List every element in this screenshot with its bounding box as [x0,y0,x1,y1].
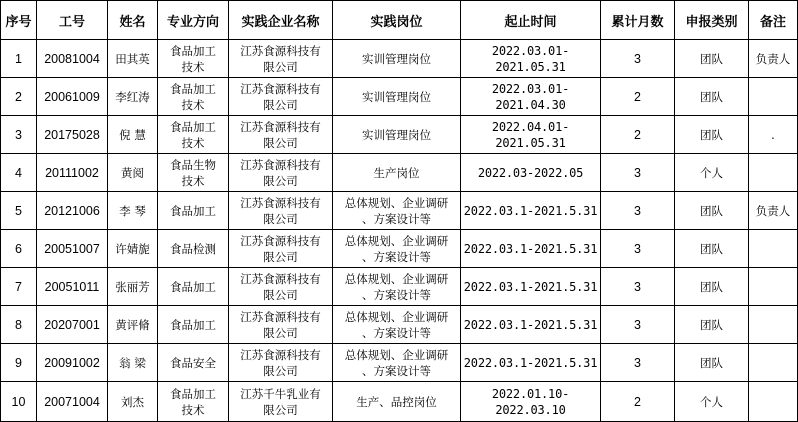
header-id: 工号 [37,1,108,40]
header-row [1,1,798,40]
header-company: 实践企业名称 [229,1,333,40]
header-major: 专业方向 [158,1,229,40]
cell-remark [749,268,798,306]
cell-category: 个人 [675,382,749,422]
cell-period: 2022.03-2022.05 [461,154,601,192]
cell-remark [749,78,798,116]
cell-category: 团队 [675,230,749,268]
header-no: 序号 [1,1,37,40]
cell-id: 20061009 [37,78,108,116]
cell-category: 个人 [675,154,749,192]
cell-position: 实训管理岗位 [333,116,461,154]
cell-id: 20175028 [37,116,108,154]
cell-major: 食品安全 [158,344,229,382]
cell-position: 总体规划、企业调研 、方案设计等 [333,230,461,268]
cell-no: 7 [1,268,37,306]
header-name: 姓名 [108,1,158,40]
cell-position: 总体规划、企业调研 、方案设计等 [333,192,461,230]
header-position: 实践岗位 [333,1,461,40]
cell-months: 2 [601,78,675,116]
cell-category: 团队 [675,344,749,382]
cell-name: 倪 慧 [108,116,158,154]
cell-company: 江苏食源科技有 限公司 [229,192,333,230]
cell-id: 20121006 [37,192,108,230]
cell-major: 食品加工 [158,268,229,306]
cell-position: 生产、品控岗位 [333,382,461,422]
cell-remark: 负责人 [749,40,798,78]
cell-company: 江苏食源科技有 限公司 [229,306,333,344]
cell-remark [749,230,798,268]
table-row [1,40,798,78]
cell-position: 实训管理岗位 [333,78,461,116]
cell-id: 20111002 [37,154,108,192]
cell-major: 食品加工 技术 [158,382,229,422]
cell-remark: 负责人 [749,192,798,230]
cell-position: 生产岗位 [333,154,461,192]
header-category: 申报类别 [675,1,749,40]
cell-no: 2 [1,78,37,116]
cell-no: 8 [1,306,37,344]
cell-period: 2022.01.10- 2022.03.10 [461,382,601,422]
cell-id: 20051007 [37,230,108,268]
cell-category: 团队 [675,192,749,230]
cell-remark [749,382,798,422]
cell-months: 3 [601,268,675,306]
cell-position: 实训管理岗位 [333,40,461,78]
cell-company: 江苏食源科技有 限公司 [229,230,333,268]
cell-category: 团队 [675,268,749,306]
cell-period: 2022.03.1-2021.5.31 [461,192,601,230]
cell-position: 总体规划、企业调研 、方案设计等 [333,344,461,382]
cell-id: 20081004 [37,40,108,78]
cell-category: 团队 [675,116,749,154]
cell-name: 田其英 [108,40,158,78]
cell-name: 许婧旎 [108,230,158,268]
cell-company: 江苏食源科技有 限公司 [229,78,333,116]
cell-months: 3 [601,230,675,268]
table-row [1,116,798,154]
cell-major: 食品加工 [158,192,229,230]
header-remark: 备注 [749,1,798,40]
cell-company: 江苏食源科技有 限公司 [229,268,333,306]
cell-no: 10 [1,382,37,422]
cell-no: 9 [1,344,37,382]
cell-period: 2022.03.1-2021.5.31 [461,306,601,344]
cell-company: 江苏食源科技有 限公司 [229,344,333,382]
cell-no: 6 [1,230,37,268]
header-months: 累计月数 [601,1,675,40]
cell-id: 20207001 [37,306,108,344]
table-row [1,192,798,230]
cell-months: 2 [601,116,675,154]
table-row [1,344,798,382]
cell-remark [749,306,798,344]
cell-period: 2022.04.01- 2021.05.31 [461,116,601,154]
cell-months: 3 [601,306,675,344]
table-row [1,230,798,268]
table-row [1,382,798,422]
cell-name: 张丽芳 [108,268,158,306]
cell-months: 2 [601,382,675,422]
cell-major: 食品加工 技术 [158,116,229,154]
cell-category: 团队 [675,78,749,116]
cell-name: 李 琴 [108,192,158,230]
cell-position: 总体规划、企业调研 、方案设计等 [333,268,461,306]
cell-period: 2022.03.01- 2021.05.31 [461,40,601,78]
cell-id: 20051011 [37,268,108,306]
cell-major: 食品加工 技术 [158,78,229,116]
cell-period: 2022.03.01- 2021.04.30 [461,78,601,116]
cell-company: 江苏食源科技有 限公司 [229,40,333,78]
cell-id: 20091002 [37,344,108,382]
cell-period: 2022.03.1-2021.5.31 [461,268,601,306]
cell-no: 1 [1,40,37,78]
cell-major: 食品加工 [158,306,229,344]
cell-name: 翁 梁 [108,344,158,382]
cell-major: 食品生物 技术 [158,154,229,192]
table-row [1,154,798,192]
header-period: 起止时间 [461,1,601,40]
cell-months: 3 [601,40,675,78]
cell-company: 江苏食源科技有 限公司 [229,154,333,192]
table-row [1,78,798,116]
cell-months: 3 [601,344,675,382]
cell-category: 团队 [675,40,749,78]
cell-remark [749,154,798,192]
cell-no: 3 [1,116,37,154]
cell-name: 黄阅 [108,154,158,192]
cell-major: 食品加工 技术 [158,40,229,78]
cell-remark [749,344,798,382]
cell-no: 4 [1,154,37,192]
cell-company: 江苏食源科技有 限公司 [229,116,333,154]
cell-months: 3 [601,154,675,192]
cell-name: 刘杰 [108,382,158,422]
cell-id: 20071004 [37,382,108,422]
cell-name: 黄评脩 [108,306,158,344]
table-row [1,306,798,344]
table-row [1,268,798,306]
table-body [1,40,798,422]
cell-position: 总体规划、企业调研 、方案设计等 [333,306,461,344]
cell-major: 食品检测 [158,230,229,268]
cell-remark: . [749,116,798,154]
cell-name: 李红涛 [108,78,158,116]
cell-company: 江苏千牛乳业有 限公司 [229,382,333,422]
cell-period: 2022.03.1-2021.5.31 [461,230,601,268]
cell-category: 团队 [675,306,749,344]
cell-no: 5 [1,192,37,230]
cell-period: 2022.03.1-2021.5.31 [461,344,601,382]
cell-months: 3 [601,192,675,230]
